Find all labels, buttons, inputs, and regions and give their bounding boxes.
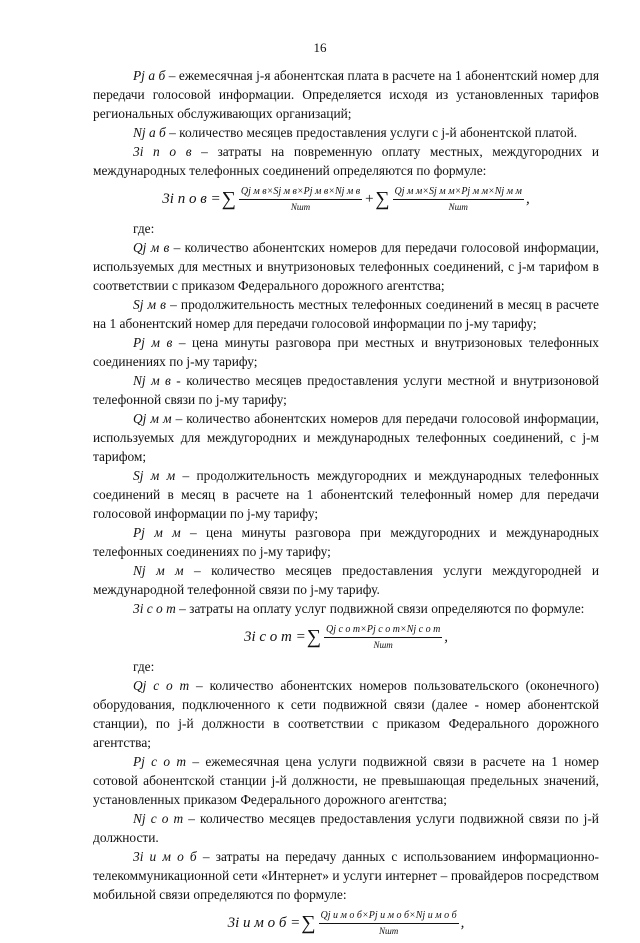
definition — [93, 561, 599, 599]
definition-text: – количество месяцев предоставления услуги подвижной связи по j-й должности. — [93, 811, 599, 845]
formula-3 — [93, 910, 599, 937]
where-label: где: — [133, 221, 155, 236]
symbol: Sj м м — [133, 468, 176, 483]
formula-tail: , — [444, 629, 449, 645]
fraction — [239, 186, 362, 213]
symbol: Qj с о т — [133, 678, 190, 693]
paragraph-text: – затраты на передачу данных с использованием информационно-телекоммуникационной сети «Интернет» и услуги интернет – провайдеров посредством мобильной связи определяются по формуле: — [93, 849, 599, 902]
definition — [93, 409, 599, 466]
formula-tail: , — [460, 915, 465, 931]
definition-text: – продолжительность междугородних и международных телефонных соединений в месяц в расчете на 1 абонентский телефонный номер для передачи голосовой информации по j-му тарифу; — [93, 468, 599, 521]
symbol: Pj с о т — [133, 754, 187, 769]
definition-text: – цена минуты разговора при местных и внутризоновых телефонных соединениях по j-му тарифу; — [93, 335, 599, 369]
paragraph — [93, 599, 599, 618]
definition-text: – ежемесячная цена услуги подвижной связи в расчете на 1 номер сотовой абонентской станции j-й должности, не превышающая предельных значений, установленных приказом Федерального дорожного агентства; — [93, 754, 599, 807]
where-label: где: — [133, 659, 155, 674]
definition-text: – количество абонентских номеров для передачи голосовой информации, используемых для местных и внутризоновых телефонных соединений, с j-м тарифом в соответствии с приказом Федерального дорожного агентства; — [93, 240, 599, 293]
numerator: Qj с о т×Pj с о т×Nj с о т — [324, 624, 442, 638]
definition — [93, 295, 599, 333]
formula-lhs: 3i с о т = — [243, 629, 306, 645]
formula-lhs: 3i п о в = — [162, 191, 221, 207]
definition — [93, 809, 599, 847]
numerator: Qj м в×Sj м в×Pj м в×Nj м в — [239, 186, 362, 200]
symbol: Pj м м — [133, 525, 181, 540]
definition — [93, 523, 599, 561]
paragraph-text: – затраты на оплату услуг подвижной связи определяются по формуле: — [175, 601, 585, 616]
definition-text: – цена минуты разговора при междугородних и международных телефонных соединениях по j-му тарифу; — [93, 525, 599, 559]
sum-sign: ∑ — [375, 188, 390, 210]
denominator: Nшт — [290, 202, 311, 212]
paragraph — [93, 66, 599, 123]
symbol: Pj а б — [133, 68, 166, 83]
sum-sign: ∑ — [301, 912, 316, 934]
paragraph-text: – количество месяцев предоставления услуги с j-й абонентской платой. — [165, 125, 578, 140]
paragraph-text: – ежемесячная j-я абонентская плата в расчете на 1 абонентский номер для передачи голосовой информации. Определяется исходя из установленных тарифов региональных обслуживающих организаций; — [93, 68, 599, 121]
definition-text: – продолжительность местных телефонных соединений в месяц в расчете на 1 абонентский номер для передачи голосовой информации по j-му тарифу; — [93, 297, 599, 331]
plus-sign: + — [364, 191, 375, 207]
formula-2 — [93, 624, 599, 651]
symbol: Qj м м — [133, 411, 172, 426]
definition — [93, 752, 599, 809]
formula-1 — [93, 186, 599, 213]
paragraph-text: – затраты на повременную оплату местных, междугородних и международных телефонных соединений определяются по формуле: — [93, 144, 599, 178]
sum-sign: ∑ — [221, 188, 236, 210]
paragraph — [93, 847, 599, 904]
definition — [93, 371, 599, 409]
symbol: Qj м в — [133, 240, 170, 255]
symbol: 3i с о т — [133, 601, 176, 616]
page-number: 16 — [313, 40, 327, 55]
symbol: Nj а б — [133, 125, 166, 140]
fraction — [324, 624, 442, 651]
paragraph — [93, 123, 599, 142]
definition — [93, 333, 599, 371]
fraction — [319, 910, 459, 937]
definition — [93, 466, 599, 523]
fraction — [393, 186, 524, 213]
definition — [93, 238, 599, 295]
denominator: Nшт — [378, 926, 399, 936]
numerator: Qj и м о б×Pj и м о б×Nj и м о б — [319, 910, 459, 924]
symbol: Sj м в — [133, 297, 166, 312]
symbol: Nj м в — [133, 373, 171, 388]
definition-text: – количество месяцев предоставления услуги междугородней и международной телефонной связи по j-му тарифу. — [93, 563, 599, 597]
numerator: Qj м м×Sj м м×Pj м м×Nj м м — [393, 186, 524, 200]
definition-text: - количество месяцев предоставления услуги местной и внутризоновой телефонной связи по j-му тарифу; — [93, 373, 599, 407]
denominator: Nшт — [448, 202, 468, 212]
symbol: 3i и м о б — [133, 849, 197, 864]
paragraph — [93, 142, 599, 180]
definition — [93, 676, 599, 752]
symbol: Nj м м — [133, 563, 184, 578]
definition-text: – количество абонентских номеров пользовательского (оконечного) оборудования, подключенного к сети подвижной связи (далее - номер абонентской станции), по j-й должности в соответствии с приказом Федерального дорожного агентства; — [93, 678, 599, 750]
symbol: 3i п о в — [133, 144, 192, 159]
document-body — [93, 66, 599, 943]
formula-tail: , — [525, 191, 530, 207]
definition-text: – количество абонентских номеров для передачи голосовой информации, используемых для междугородних и международных телефонных соединений, с j-м тарифом; — [93, 411, 599, 464]
formula-lhs: 3i и м о б = — [227, 915, 301, 931]
denominator: Nшт — [373, 640, 393, 650]
sum-sign: ∑ — [306, 626, 321, 648]
symbol: Pj м в — [133, 335, 173, 350]
symbol: Nj с о т — [133, 811, 184, 826]
